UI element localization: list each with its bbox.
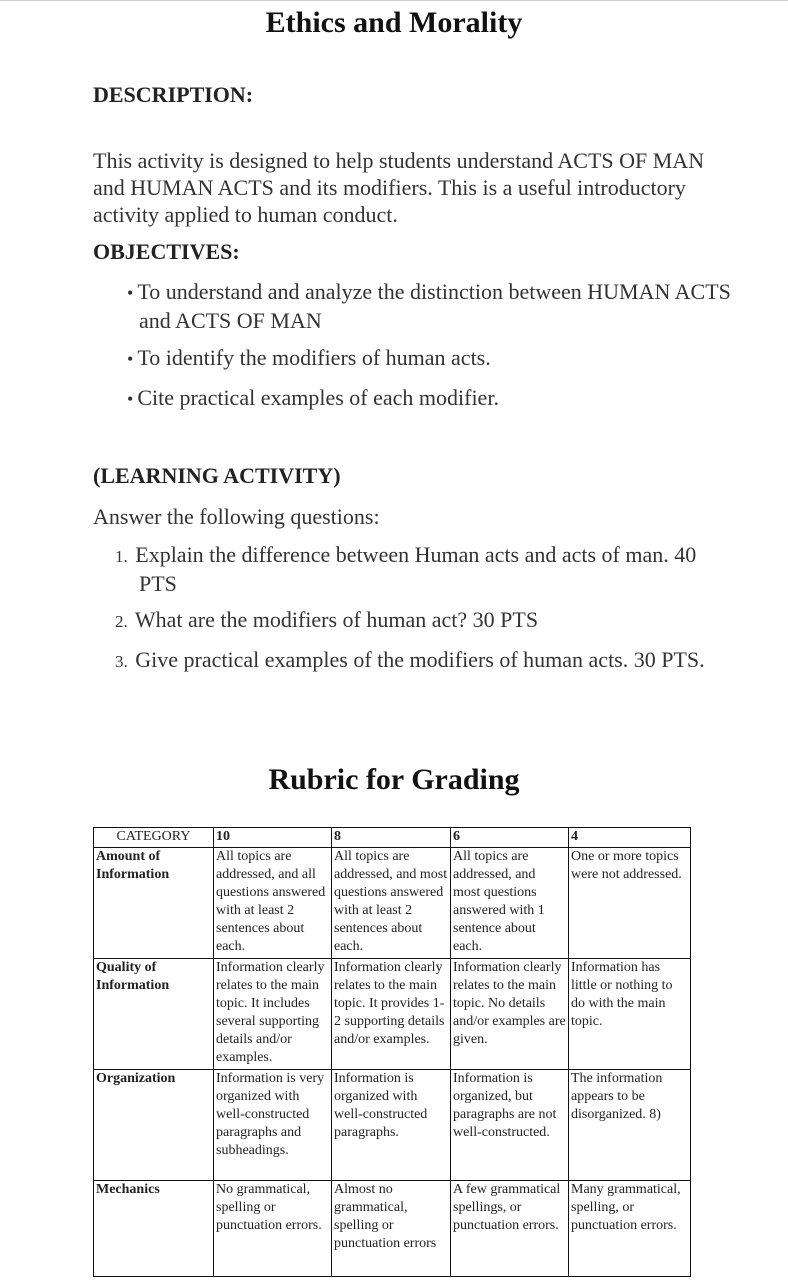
table-row xyxy=(94,1070,691,1181)
table-row xyxy=(94,959,691,1070)
question-item: 1. Explain the difference between Human acts and acts of man. 40 PTS xyxy=(115,542,697,596)
table-cell: All topics are addressed, and most questions answered with at least 2 sentences about each. xyxy=(332,848,451,959)
objective-item: • Cite practical examples of each modifier. xyxy=(127,385,499,410)
bullet-icon: • xyxy=(127,283,134,303)
rubric-title: Rubric for Grading xyxy=(268,763,520,796)
bullet-icon: • xyxy=(127,389,134,409)
header-category: CATEGORY xyxy=(94,828,214,848)
table-cell: All topics are addressed, and most questions answered with 1 sentence about each. xyxy=(451,848,569,959)
table-cell: The information appears to be disorganized. 8) xyxy=(569,1070,691,1181)
table-cell: Information is very organized with well-constructed paragraphs and subheadings. xyxy=(214,1070,332,1181)
objective-item: • To identify the modifiers of human acts. xyxy=(127,345,491,370)
header-score-4: 4 xyxy=(569,828,691,848)
table-cell: Information has little or nothing to do with the main topic. xyxy=(569,959,691,1070)
table-cell: Information clearly relates to the main topic. It provides 1-2 supporting details and/or examples. xyxy=(332,959,451,1070)
rubric-table xyxy=(93,827,691,1277)
table-cell: Many grammatical, spelling, or punctuation errors. xyxy=(569,1181,691,1277)
table-cell: Information clearly relates to the main topic. No details and/or examples are given. xyxy=(451,959,569,1070)
table-cell: A few grammatical spellings, or punctuation errors. xyxy=(451,1181,569,1277)
objective-item: • To understand and analyze the distinction between HUMAN ACTS and ACTS OF MAN xyxy=(127,279,731,333)
row-category: Quality of Information xyxy=(94,959,214,1070)
learning-activity-heading: (LEARNING ACTIVITY) xyxy=(93,463,341,488)
row-category: Mechanics xyxy=(94,1181,214,1277)
table-row xyxy=(94,848,691,959)
rubric-header-row xyxy=(94,828,691,848)
bullet-icon: • xyxy=(127,349,134,369)
table-cell: All topics are addressed, and all questions answered with at least 2 sentences about each. xyxy=(214,848,332,959)
learning-activity-intro: Answer the following questions: xyxy=(93,504,380,529)
description-heading: DESCRIPTION: xyxy=(93,82,254,107)
header-score-8: 8 xyxy=(332,828,451,848)
row-category: Organization xyxy=(94,1070,214,1181)
objectives-heading: OBJECTIVES: xyxy=(93,239,240,264)
table-cell: No grammatical, spelling or punctuation errors. xyxy=(214,1181,332,1277)
top-divider xyxy=(0,0,788,1)
table-cell: Almost no grammatical, spelling or punctuation errors xyxy=(332,1181,451,1277)
description-text: This activity is designed to help students understand ACTS OF MAN and HUMAN ACTS and its modifiers. This is a useful introductory activity applied to human conduct. xyxy=(93,148,705,227)
question-item: 3. Give practical examples of the modifiers of human acts. 30 PTS. xyxy=(115,647,705,672)
row-category: Amount of Information xyxy=(94,848,214,959)
table-cell: Information clearly relates to the main topic. It includes several supporting details and/or examples. xyxy=(214,959,332,1070)
page-title: Ethics and Morality xyxy=(265,6,523,39)
table-cell: Information is organized, but paragraphs are not well-constructed. xyxy=(451,1070,569,1181)
table-cell: One or more topics were not addressed. xyxy=(569,848,691,959)
header-score-10: 10 xyxy=(214,828,332,848)
table-row xyxy=(94,1181,691,1277)
question-item: 2. What are the modifiers of human act? 30 PTS xyxy=(115,607,539,632)
table-cell: Information is organized with well-constructed paragraphs. xyxy=(332,1070,451,1181)
header-score-6: 6 xyxy=(451,828,569,848)
